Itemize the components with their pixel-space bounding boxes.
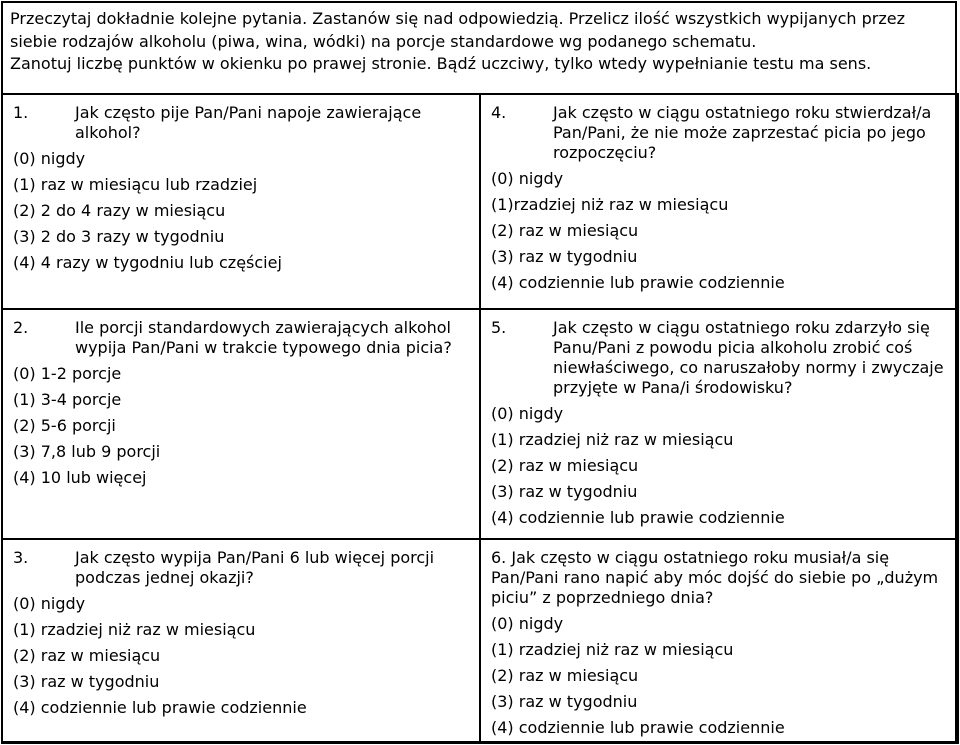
- question-4-text: Jak często w ciągu ostatniego roku stwierdzał/a Pan/Pani, że nie może zaprzestać picia po jego rozpoczęciu?: [553, 103, 932, 162]
- question-4-cell: [480, 94, 958, 309]
- question-2-option-4[interactable]: (4) 10 lub więcej: [13, 468, 147, 487]
- question-6-cell: [480, 539, 958, 743]
- question-3-option-1[interactable]: (1) rzadziej niż raz w miesiącu: [13, 620, 256, 639]
- question-2-option-0[interactable]: (0) 1-2 porcje: [13, 364, 122, 383]
- question-5-option-4[interactable]: (4) codziennie lub prawie codziennie: [491, 508, 785, 527]
- question-1-number: 1.: [13, 103, 29, 122]
- question-5-option-1[interactable]: (1) rzadziej niż raz w miesiącu: [491, 430, 734, 449]
- question-6-option-1[interactable]: (1) rzadziej niż raz w miesiącu: [491, 640, 734, 659]
- question-5-cell: [480, 309, 958, 539]
- question-4-number: 4.: [491, 103, 507, 122]
- question-6-title: [491, 548, 949, 608]
- question-3-title: [13, 548, 471, 588]
- question-4-title: [491, 103, 949, 163]
- question-5-option-3[interactable]: (3) raz w tygodniu: [491, 482, 638, 501]
- question-4-option-1[interactable]: (1)rzadziej niż raz w miesiącu: [491, 195, 729, 214]
- question-6-number: 6.: [491, 548, 507, 567]
- question-6-option-4[interactable]: (4) codziennie lub prawie codziennie: [491, 718, 785, 737]
- question-4-option-2[interactable]: (2) raz w miesiącu: [491, 221, 639, 240]
- question-6-option-3[interactable]: (3) raz w tygodniu: [491, 692, 638, 711]
- question-3-option-2[interactable]: (2) raz w miesiącu: [13, 646, 161, 665]
- question-3-option-0[interactable]: (0) nigdy: [13, 594, 86, 613]
- questions-table: [1, 93, 959, 744]
- question-1-title: [13, 103, 471, 143]
- question-5-option-2[interactable]: (2) raz w miesiącu: [491, 456, 639, 475]
- question-5-option-0[interactable]: (0) nigdy: [491, 404, 564, 423]
- question-1-option-3[interactable]: (3) 2 do 3 razy w tygodniu: [13, 227, 225, 246]
- question-1-option-4[interactable]: (4) 4 razy w tygodniu lub częściej: [13, 253, 282, 272]
- question-4-option-3[interactable]: (3) raz w tygodniu: [491, 247, 638, 266]
- question-1-option-0[interactable]: (0) nigdy: [13, 149, 86, 168]
- question-2-number: 2.: [13, 318, 29, 337]
- question-3-text: Jak często wypija Pan/Pani 6 lub więcej porcji podczas jednej okazji?: [75, 548, 435, 587]
- question-5-text: Jak często w ciągu ostatniego roku zdarzyło się Panu/Pani z powodu picia alkoholu zrobić coś niewłaściwego, co naruszałoby normy i zwyczaje przyjęte w Pana/i środowisku?: [553, 318, 944, 397]
- question-3-number: 3.: [13, 548, 29, 567]
- question-1-cell: [2, 94, 480, 309]
- table-row: [2, 309, 958, 539]
- question-1-option-1[interactable]: (1) raz w miesiącu lub rzadziej: [13, 175, 258, 194]
- question-3-option-4[interactable]: (4) codziennie lub prawie codziennie: [13, 698, 307, 717]
- question-5-title: [491, 318, 949, 398]
- table-row: [2, 539, 958, 743]
- question-3-option-3[interactable]: (3) raz w tygodniu: [13, 672, 160, 691]
- question-1-option-2[interactable]: (2) 2 do 4 razy w miesiącu: [13, 201, 226, 220]
- question-2-option-3[interactable]: (3) 7,8 lub 9 porcji: [13, 442, 161, 461]
- instructions-line-3: Zanotuj liczbę punktów w okienku po prawej stronie. Bądź uczciwy, tylko wtedy wypełnianie testu ma sens.: [10, 54, 872, 73]
- question-2-title: [13, 318, 471, 358]
- question-2-option-2[interactable]: (2) 5-6 porcji: [13, 416, 116, 435]
- question-2-option-1[interactable]: (1) 3-4 porcje: [13, 390, 122, 409]
- question-2-cell: [2, 309, 480, 539]
- question-6-text: Jak często w ciągu ostatniego roku musiał/a się Pan/Pani rano napić aby móc dojść do siebie po „dużym piciu” z poprzedniego dnia?: [491, 548, 939, 607]
- question-4-option-0[interactable]: (0) nigdy: [491, 169, 564, 188]
- question-5-number: 5.: [491, 318, 507, 337]
- instructions-line-2: siebie rodzajów alkoholu (piwa, wina, wódki) na porcje standardowe wg podanego schematu.: [10, 31, 757, 51]
- table-row: [2, 94, 958, 309]
- question-2-text: Ile porcji standardowych zawierających alkohol wypija Pan/Pani w trakcie typowego dnia picia?: [75, 318, 452, 357]
- question-3-cell: [2, 539, 480, 743]
- question-6-option-2[interactable]: (2) raz w miesiącu: [491, 666, 639, 685]
- question-1-text: Jak często pije Pan/Pani napoje zawierające alkohol?: [75, 103, 422, 142]
- question-4-option-4[interactable]: (4) codziennie lub prawie codziennie: [491, 273, 785, 292]
- instructions-line-1: Przeczytaj dokładnie kolejne pytania. Zastanów się nad odpowiedzią. Przelicz ilość wszystkich wypijanych przez: [10, 9, 905, 28]
- question-6-option-0[interactable]: (0) nigdy: [491, 614, 564, 633]
- instructions: [10, 8, 945, 76]
